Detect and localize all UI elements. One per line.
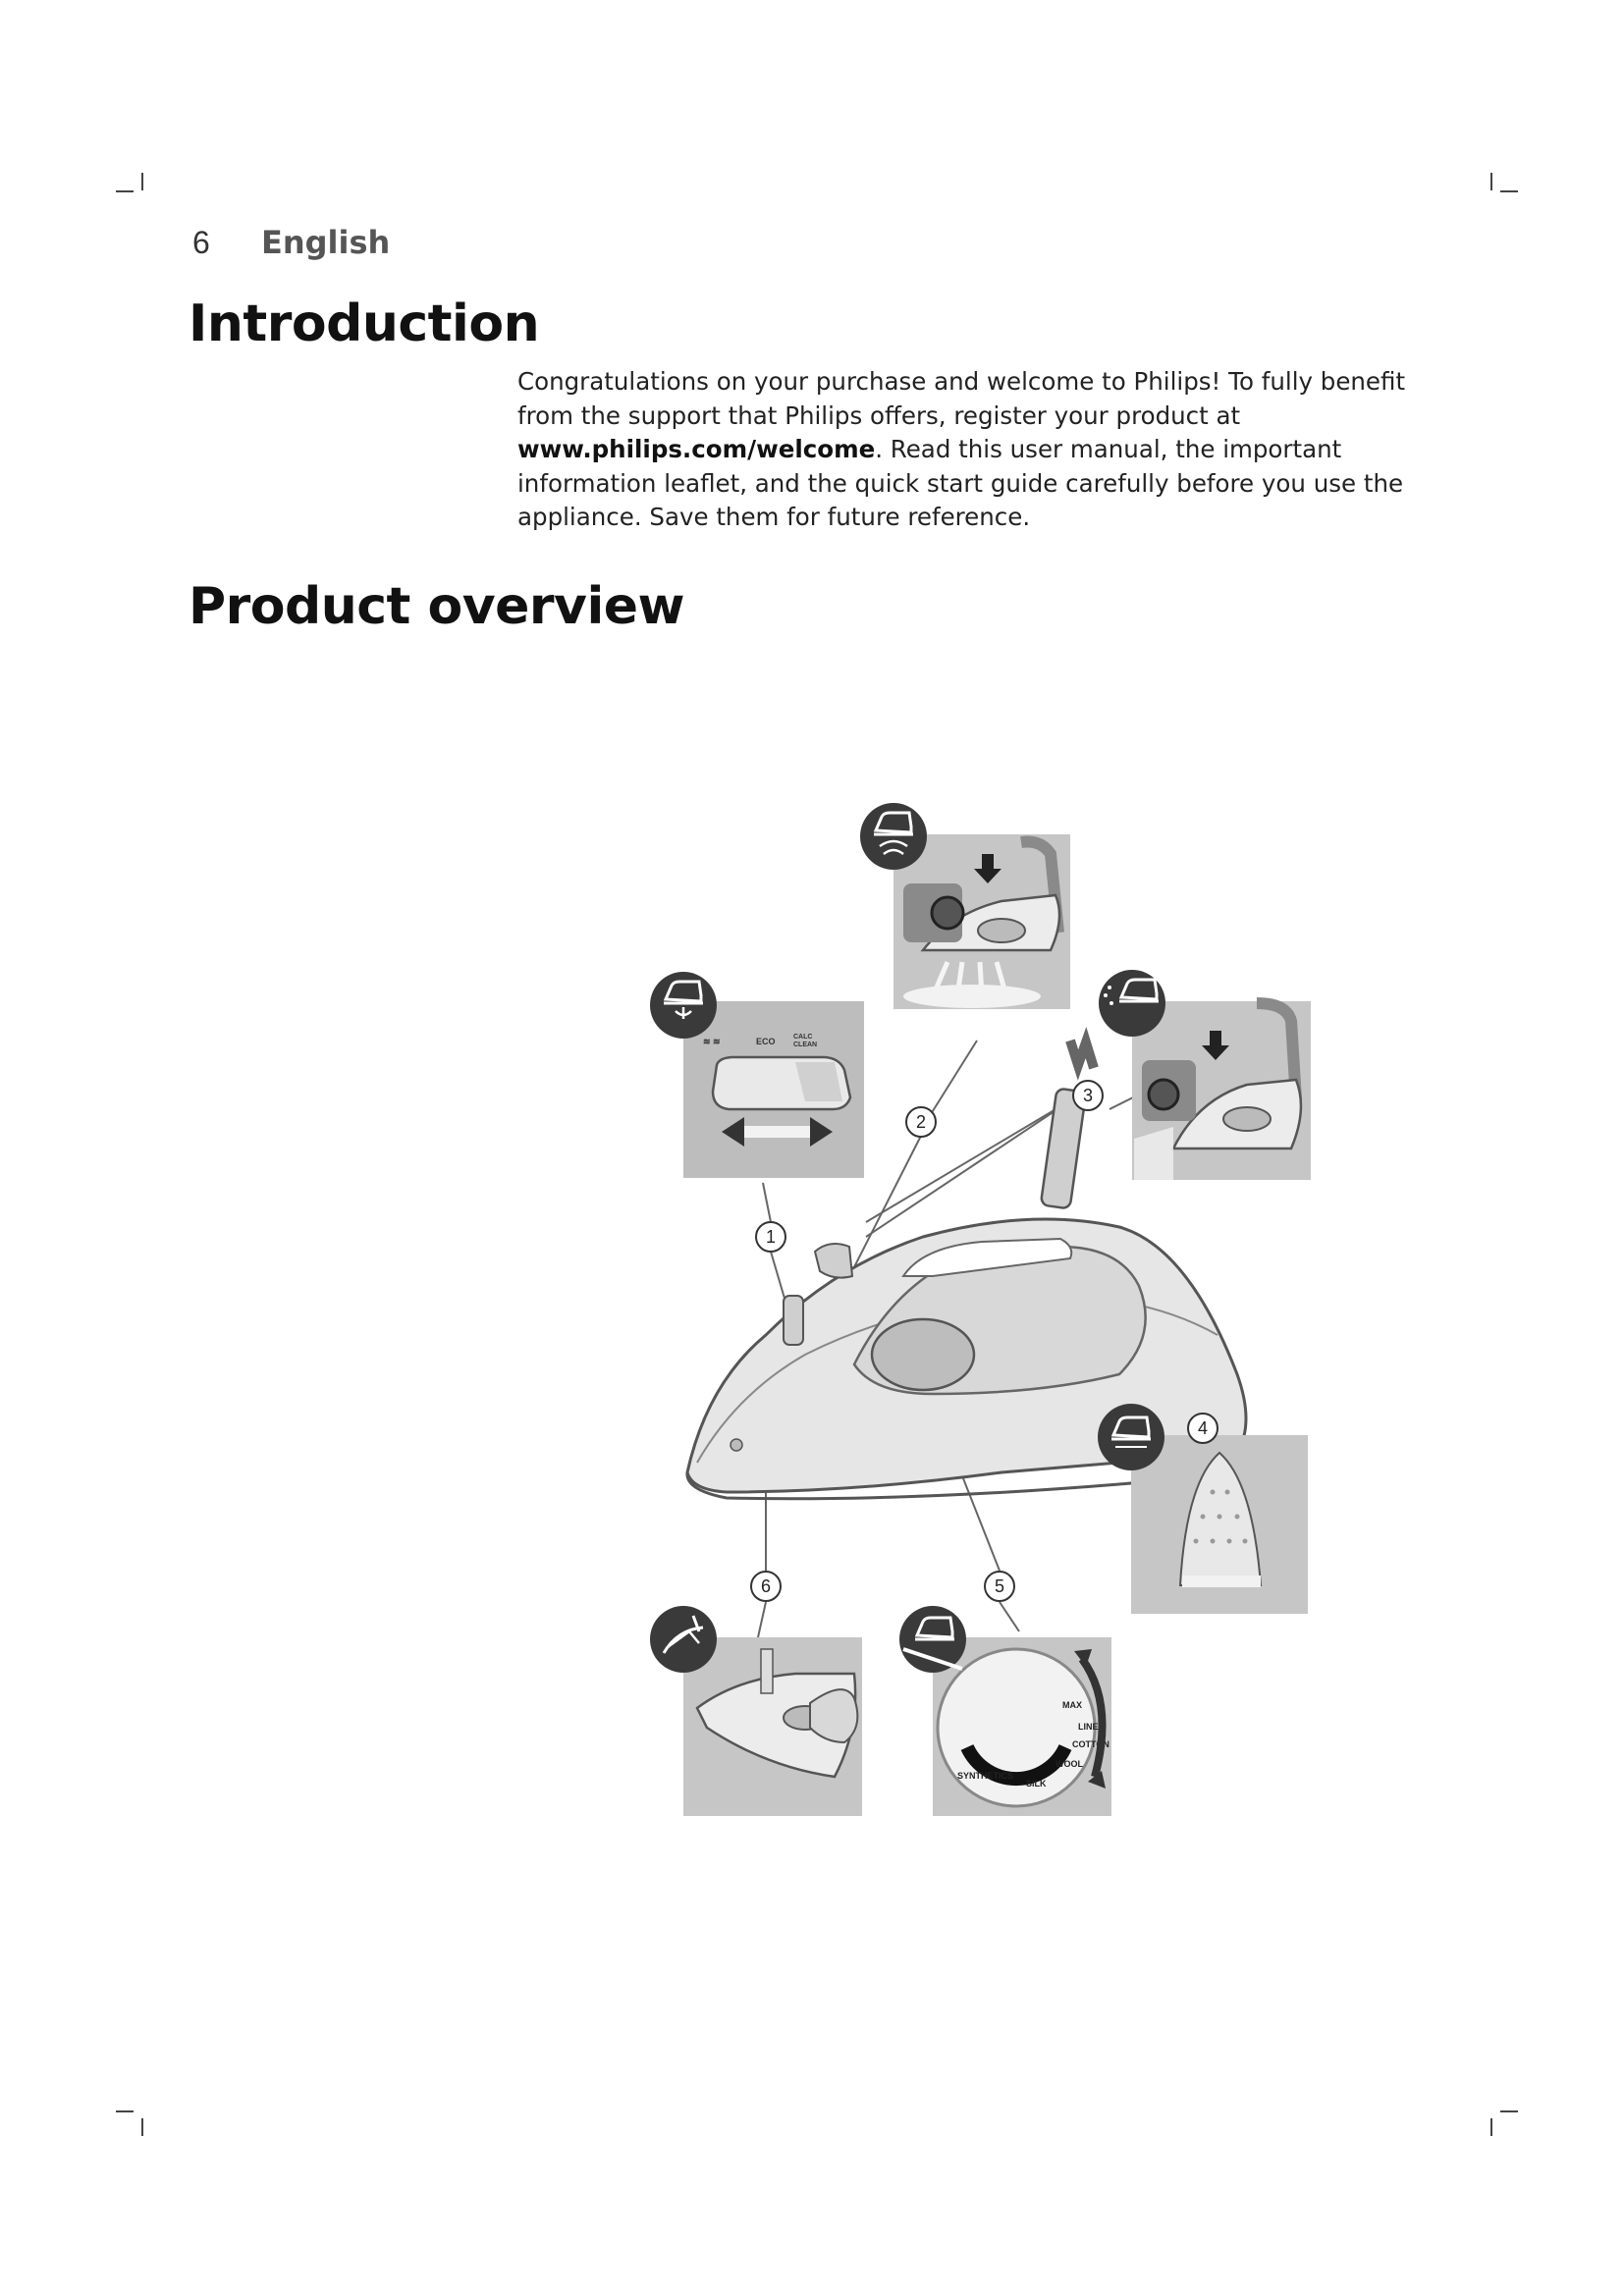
callout-6-label: 6 <box>760 1576 772 1596</box>
dial-label-synthetics: SYNTHETICS <box>957 1771 1014 1781</box>
callout-5-label: 5 <box>994 1576 1005 1596</box>
spray-icon <box>1099 970 1165 1037</box>
crop-mark <box>1500 190 1518 192</box>
calc-label: CALC <box>793 1034 813 1041</box>
steam-setting-icon <box>650 972 717 1039</box>
introduction-paragraph <box>517 365 1460 535</box>
intro-text-start: Congratulations on your purchase and welcome to Philips! To fully benefit from the support that Philips offers, register your product at <box>517 367 1406 430</box>
crop-mark <box>116 2110 134 2112</box>
eco-label: ECO <box>756 1037 776 1046</box>
introduction-heading: Introduction <box>189 294 540 353</box>
dial-label-max: MAX <box>1062 1700 1082 1710</box>
dial-label-silk: SILK <box>1026 1779 1047 1789</box>
panel-steam-boost <box>860 803 1070 1009</box>
panel-steam-setting <box>650 972 864 1178</box>
callout-2-label: 2 <box>915 1112 927 1132</box>
callout-3-label: 3 <box>1082 1086 1094 1105</box>
crop-mark <box>1490 173 1492 190</box>
panel-water-fill <box>650 1606 862 1816</box>
callout-1-label: 1 <box>765 1227 777 1247</box>
product-overview-heading: Product overview <box>189 577 685 636</box>
page-number: 6 <box>192 225 210 260</box>
crop-mark <box>116 190 134 192</box>
svg-text:≋ ≋: ≋ ≋ <box>703 1037 721 1046</box>
crop-mark <box>141 173 143 190</box>
steam-boost-icon <box>860 803 927 870</box>
soleplate-icon <box>1098 1404 1164 1470</box>
temperature-dial-icon <box>899 1606 966 1673</box>
dial-label-wool: WOOL <box>1056 1759 1083 1769</box>
dial-label-cotton: COTTON <box>1072 1739 1110 1749</box>
panel-temperature-dial <box>899 1606 1111 1816</box>
crop-mark <box>1500 2110 1518 2112</box>
intro-text-end: . Read this user manual, the important information leaflet, and the quick start guide carefully before you use the appliance. Save them for future reference. <box>517 435 1404 531</box>
product-overview-illustration <box>609 785 1375 1845</box>
crop-mark <box>141 2118 143 2136</box>
section-language: English <box>260 224 391 261</box>
panel-spray <box>1099 970 1311 1180</box>
water-fill-icon <box>650 1606 717 1673</box>
page-header <box>192 224 390 261</box>
philips-welcome-link[interactable]: www.philips.com/welcome <box>517 435 876 463</box>
clean-label: CLEAN <box>793 1041 818 1048</box>
callout-4-label: 4 <box>1197 1418 1209 1438</box>
dial-label-linen: LINEN <box>1078 1722 1105 1732</box>
crop-mark <box>1490 2118 1492 2136</box>
